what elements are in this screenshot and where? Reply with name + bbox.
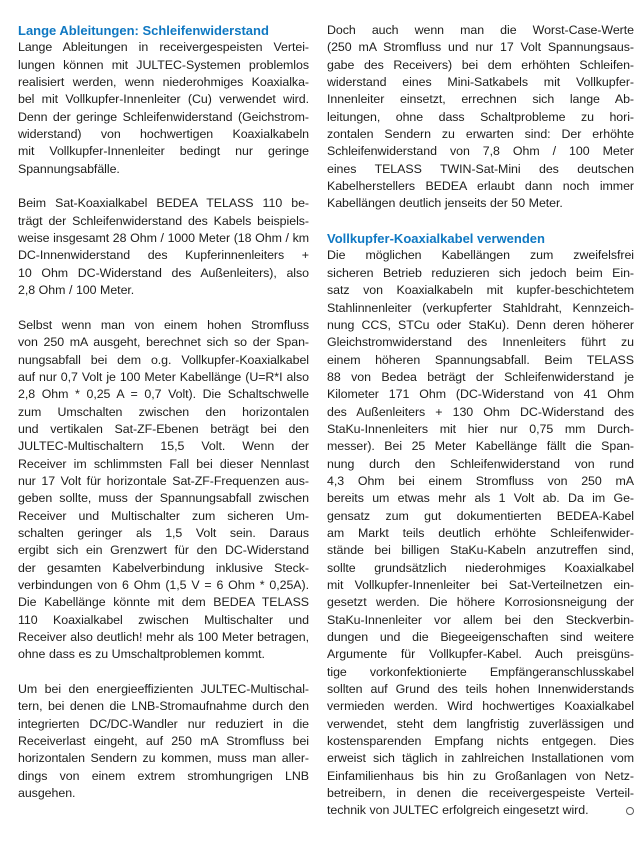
- text-line: 2,8 Ohm * 0,25 A = 0,7 Volt). Die Schaltschwelle: [18, 387, 309, 402]
- text-line: ausgehen.: [18, 786, 76, 801]
- text-line: Receiver also deutlich! mehr als 100 Meter betragen,: [18, 630, 309, 645]
- text-line: StaKu-Innenleiters mit hier nur 0,75 mm Durch-: [327, 421, 634, 436]
- text-line: zontalen Sendern zu erwarten sind: Der erhöhte: [327, 127, 634, 142]
- paragraph: [327, 247, 634, 819]
- text-line: realisiert werden, wenn niederohmiges Koaxialka-: [18, 75, 309, 90]
- text-line: verwendet, steht dem langfristig zuverlässigen und: [327, 716, 634, 731]
- text-line: geben sollte, muss der Spannungsabfall zwischen: [18, 491, 309, 506]
- text-line: stände bei billigen StaKu-Kabeln anzutreffen sind,: [327, 543, 634, 558]
- text-line: Schleifenwiderstand von 7,8 Ohm / 100 Meter: [327, 144, 634, 159]
- section-heading: Lange Ableitungen: Schleifenwiderstand: [18, 23, 269, 38]
- text-line: am Markt teils deutlich erhöhte Schleifenwider-: [327, 525, 634, 540]
- text-line: 10 Ohm DC-Widerstand des Außenleiters), also: [18, 265, 309, 280]
- text-line: sicheren Betrieb reduzieren sich jedoch beim Ein-: [327, 265, 634, 280]
- text-line: der gesamten Kabelverbindung inklusive Steck-: [18, 560, 309, 575]
- text-line: Einfamilienhaus bis hin zu Großanlagen von Netz-: [327, 768, 634, 783]
- text-line: bel mit Vollkupfer-Innenleiter (Cu) verwendet wird.: [18, 92, 309, 107]
- text-line: Argumente für Vollkupfer-Kabel. Auch preisgüns-: [327, 647, 634, 662]
- text-line: Kilometer 171 Ohm (DC-Widerstand von 41 Ohm: [327, 387, 634, 402]
- text-line: gensatz zum gut dokumentierten BEDEA-Kabel: [327, 508, 634, 523]
- text-line: Selbst wenn man von einem hohen Stromfluss: [18, 317, 309, 332]
- section-heading: Vollkupfer-Koaxialkabel verwenden: [327, 231, 545, 247]
- text-line: und vertikalen Sat-ZF-Ebenen beträgt bei den: [18, 421, 309, 436]
- text-line: Gleichstromwiderstand des Innenleiters führt zu: [327, 335, 634, 350]
- text-line: Stahlinnenleiter (verkupferter Stahldraht, Kennzeich-: [327, 300, 634, 315]
- text-line: schalten geringer als 1,5 Volt sein. Daraus: [18, 525, 309, 540]
- text-line: Um bei den energieeffizienten JULTEC-Multischal-: [18, 682, 309, 697]
- text-line: leitungen, ohne dass Schaltprobleme zu hori-: [327, 109, 634, 124]
- text-line: kostensparenden Empfang nichts entgegen. Dies: [327, 734, 634, 749]
- text-line: nung CCS, STCu oder StaKu). Denn deren höherer: [327, 317, 634, 332]
- text-line: satz von Koaxialkabeln mit kupfer-beschichtetem: [327, 283, 634, 298]
- text-line: betreibern, in denen die receivergespeiste Verteil-: [327, 786, 634, 801]
- paragraph: [18, 681, 309, 802]
- paragraph: [18, 317, 309, 664]
- text-line: einem höheren Spannungsabfall. Beim TELASS: [327, 352, 634, 367]
- text-line: eines TELASS TWIN-Sat-Mini des deutschen: [327, 161, 634, 176]
- text-line: Innenleiter einsetzt, errechnen sich lange Ab-: [327, 92, 634, 107]
- text-line: gabe des Receivers) bei dem erhöhten Schleifen-: [327, 57, 634, 72]
- paragraph: [18, 39, 309, 178]
- text-line: widerstand eines Mini-Satkabels mit Vollkupfer-: [327, 75, 634, 90]
- text-line: 2,8 Ohm / 100 Meter.: [18, 283, 135, 298]
- text-line: auf nur 0,7 Volt je 100 Meter Kabellänge (U=R*I also: [18, 369, 309, 384]
- text-line: Receiver und Multischalter zum sicheren Um-: [18, 508, 309, 523]
- text-line-text: technik von JULTEC erfolgreich eingesetzt wird.: [327, 803, 589, 818]
- text-line: mit Vollkupfer-Innenleiter bedingt nur geringe: [18, 144, 309, 159]
- text-line: Spannungsabfälle.: [18, 161, 120, 176]
- text-line: dings von einem extrem stromhungrigen LNB: [18, 768, 309, 783]
- text-line: erweist sich täglich in zahlreichen Installationen vom: [327, 751, 634, 766]
- text-line: horizontalen Sendern zu kommen, muss man aller-: [18, 751, 309, 766]
- text-line: 4,3 Ohm bei einem Stromfluss von 250 mA: [327, 473, 634, 488]
- text-line: weise insgesamt 28 Ohm / 1000 Meter (18 Ohm / km: [18, 231, 309, 246]
- text-line: Beim Sat-Koaxialkabel BEDEA TELASS 110 be-: [18, 196, 309, 211]
- text-line: nur 17 Volt für horizontale Sat-ZF-Frequenzen aus-: [18, 473, 309, 488]
- text-line: bereits um etwas mehr als 1 Volt ab. Da im Ge-: [327, 491, 634, 506]
- paragraph: [327, 22, 634, 213]
- text-column-right: [327, 22, 634, 820]
- text-line: widerstand) von hochwertigen Koaxialkabeln: [18, 127, 309, 142]
- text-line: trägt der Schleifenwiderstand des Kabels beispiels-: [18, 213, 309, 228]
- text-line: lungen können mit JULTEC-Systemen problemlos: [18, 57, 309, 72]
- text-line: Kabellängen deutlich jenseits der 50 Meter.: [327, 196, 563, 211]
- text-line: zum Umschalten zwischen den horizontalen: [18, 404, 309, 419]
- text-line: vermieden werden. Wird hochwertiges Koaxialkabel: [327, 699, 634, 714]
- end-of-article-circle-icon: [626, 807, 634, 815]
- text-line: sollten auf Grund des teils hohen Innenwiderstands: [327, 682, 634, 697]
- text-line: DC-Innenwiderstand des Kupferinnenleiters +: [18, 248, 309, 263]
- paragraph: [18, 195, 309, 299]
- text-line: Kabelherstellers BEDEA erlaubt dann noch immer: [327, 179, 634, 194]
- text-line: dungen und die Biegeeigenschaften sind weitere: [327, 630, 634, 645]
- text-line: integrierten DC/DC-Wandler nur reduziert in die: [18, 716, 309, 731]
- text-line: ergibt sich ein Grenzwert für den DC-Widerstand: [18, 543, 309, 558]
- text-line: mit Vollkupfer-Innenleiter bei Sat-Verteilnetzen ein-: [327, 578, 634, 592]
- text-line: von 250 mA ausgeht, berechnet sich so der Span-: [18, 335, 309, 350]
- text-column-left: [18, 22, 309, 802]
- text-line: (250 mA Stromfluss und nur 17 Volt Spannungsaus-: [327, 40, 634, 55]
- text-line: nung durch den Schleifenwiderstand von rund: [327, 456, 634, 471]
- text-line: 88 von Bedea beträgt der Schleifenwiderstand je: [327, 369, 634, 384]
- text-line: ohne dass es zu Umschaltproblemen kommt.: [18, 647, 265, 662]
- text-line: Die möglichen Kabellängen zum zweifelsfrei: [327, 248, 634, 263]
- text-line: nungsabfall bei dem o.g. Vollkupfer-Koaxialkabel: [18, 352, 309, 367]
- text-line: Die Kabellänge könnte mit dem BEDEA TELASS: [18, 595, 309, 610]
- text-line: verbindungen von 6 Ohm (1,5 V = 6 Ohm * 0,25A).: [18, 578, 309, 592]
- text-line: 110 Koaxialkabel zwischen Multischalter und: [18, 612, 309, 627]
- text-line: gesetzt werden. Die höhere Korrosionsneigung der: [327, 595, 634, 610]
- text-line: messer). Bei 25 Meter Kabellänge fällt die Span-: [327, 439, 634, 454]
- text-line: StaKu-Innenleiter vor allem bei den Steckverbin-: [327, 612, 634, 627]
- text-line: tern, bei denen die LNB-Stromaufnahme durch den: [18, 699, 309, 714]
- text-line: Receiver im schlimmsten Fall bei dieser Nennlast: [18, 456, 309, 471]
- text-line: sollte grundsätzlich niederohmiges Koaxialkabel: [327, 560, 634, 575]
- text-line: Receiverlast eingeht, auf 250 mA Stromfluss bei: [18, 734, 309, 749]
- text-line: Denn der geringe Schleifenwiderstand (Geichstrom-: [18, 109, 309, 124]
- text-line: JULTEC-Multischaltern 15,5 Volt. Wenn der: [18, 439, 309, 454]
- text-line: Lange Ableitungen in receivergespeisten Vertei-: [18, 40, 309, 55]
- text-line: tige vorkonfektionierte Empfängeranschlusskabel: [327, 664, 634, 679]
- text-line: Doch auch wenn man die Worst-Case-Werte: [327, 23, 634, 37]
- text-line: des Außenleiters + 130 Ohm DC-Widerstand des: [327, 404, 634, 419]
- text-line: [327, 802, 634, 819]
